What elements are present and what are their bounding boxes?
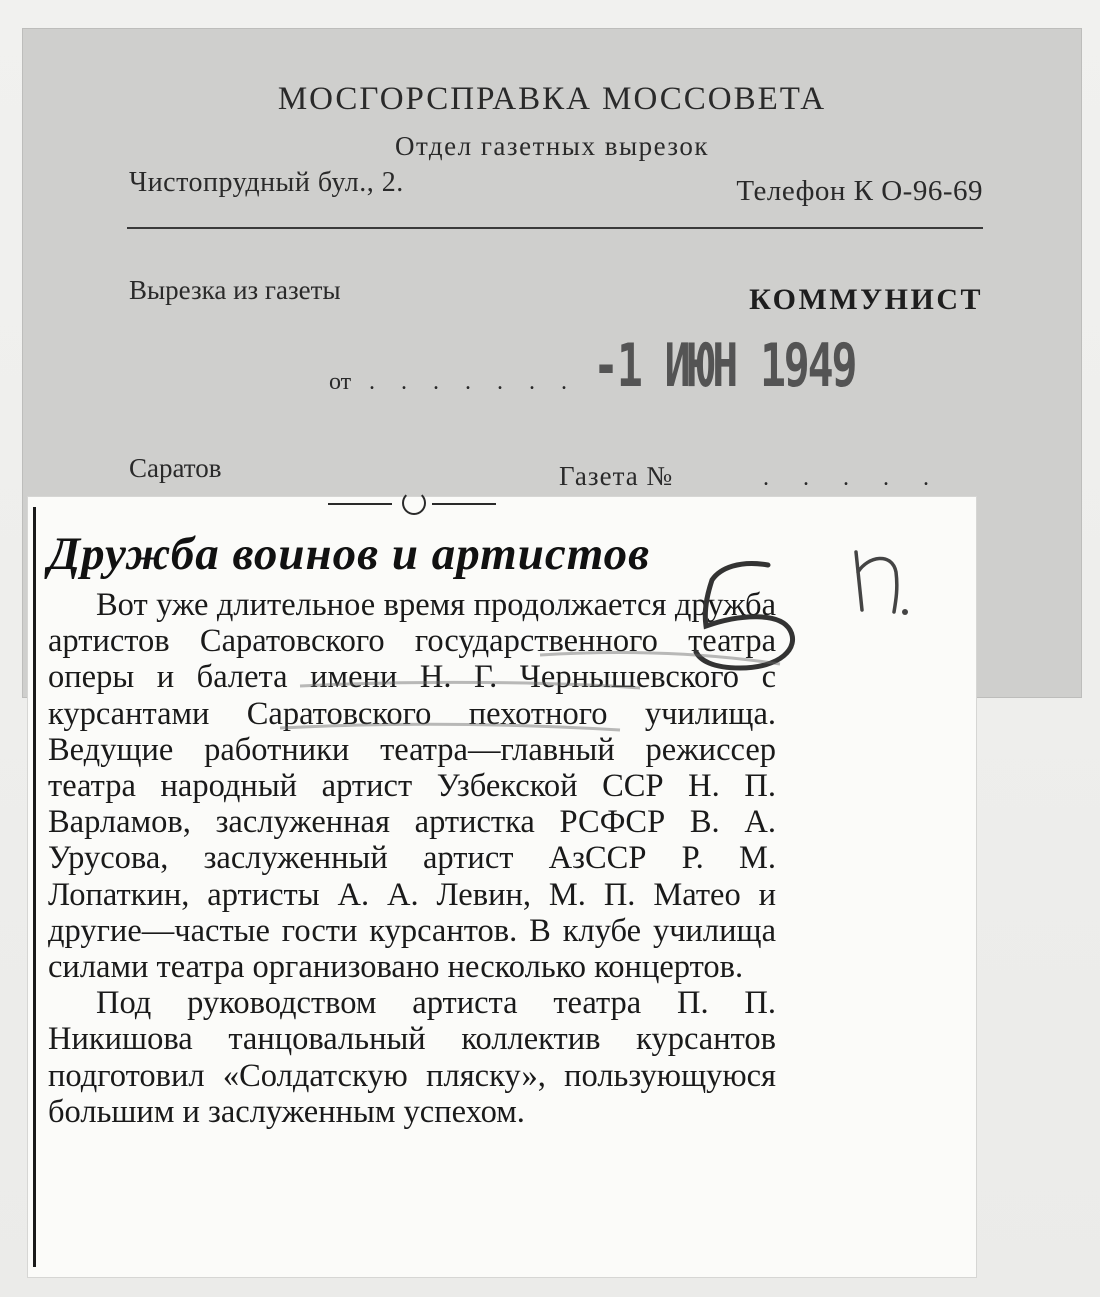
address-text: Чистопрудный бул., 2. — [129, 167, 404, 198]
date-dots: . . . . . . . — [369, 369, 577, 395]
divider-line-right — [432, 503, 496, 505]
date-stamp: -1 ИЮН 1949 — [593, 331, 856, 401]
article-title: Дружба воинов и артистов — [48, 528, 651, 580]
divider-circle — [402, 491, 426, 515]
article-paragraph-1: Вот уже длительное время продолжается дружба артистов Саратовского государственного театра оперы и балета имени Н. Г. Чернышевского с курсантами Саратовского пехотного училища. Ведущие работники театра—главный режиссер театра народный артист Узбекской ССР Н. П. Варламов, заслуженная артистка РСФСР В. А. Урусова, заслуженный артист АзССР Р. М. Лопаткин, артисты А. А. Левин, М. П. Матео и другие—частые гости курсантов. В клубе училища силами театра организовано несколько концертов. — [48, 587, 776, 986]
ornament-divider — [328, 497, 500, 519]
department-title: Отдел газетных вырезок — [394, 131, 710, 161]
city-label: Саратов — [129, 453, 222, 483]
clipping-label: Вырезка из газеты — [129, 275, 341, 305]
phone-text: Телефон К О-96-69 — [736, 175, 983, 207]
issue-label: Газета № — [559, 461, 674, 491]
newspaper-clipping — [28, 497, 976, 1277]
header-divider — [127, 227, 983, 229]
article-body — [48, 587, 776, 1130]
clipping-left-rule — [33, 507, 36, 1267]
date-prefix: от — [329, 369, 352, 395]
issue-dots: . . . . . — [763, 465, 943, 491]
newspaper-name: КОММУНИСТ — [749, 283, 983, 316]
organization-title: МОСГОРСПРАВКА МОССОВЕТА — [277, 81, 827, 117]
divider-line-left — [328, 503, 392, 505]
article-paragraph-2: Под руководством артиста театра П. П. Никишова танцовальный коллектив курсантов подготовил «Солдатскую пляску», пользующуюся большим и заслуженным успехом. — [48, 985, 776, 1130]
